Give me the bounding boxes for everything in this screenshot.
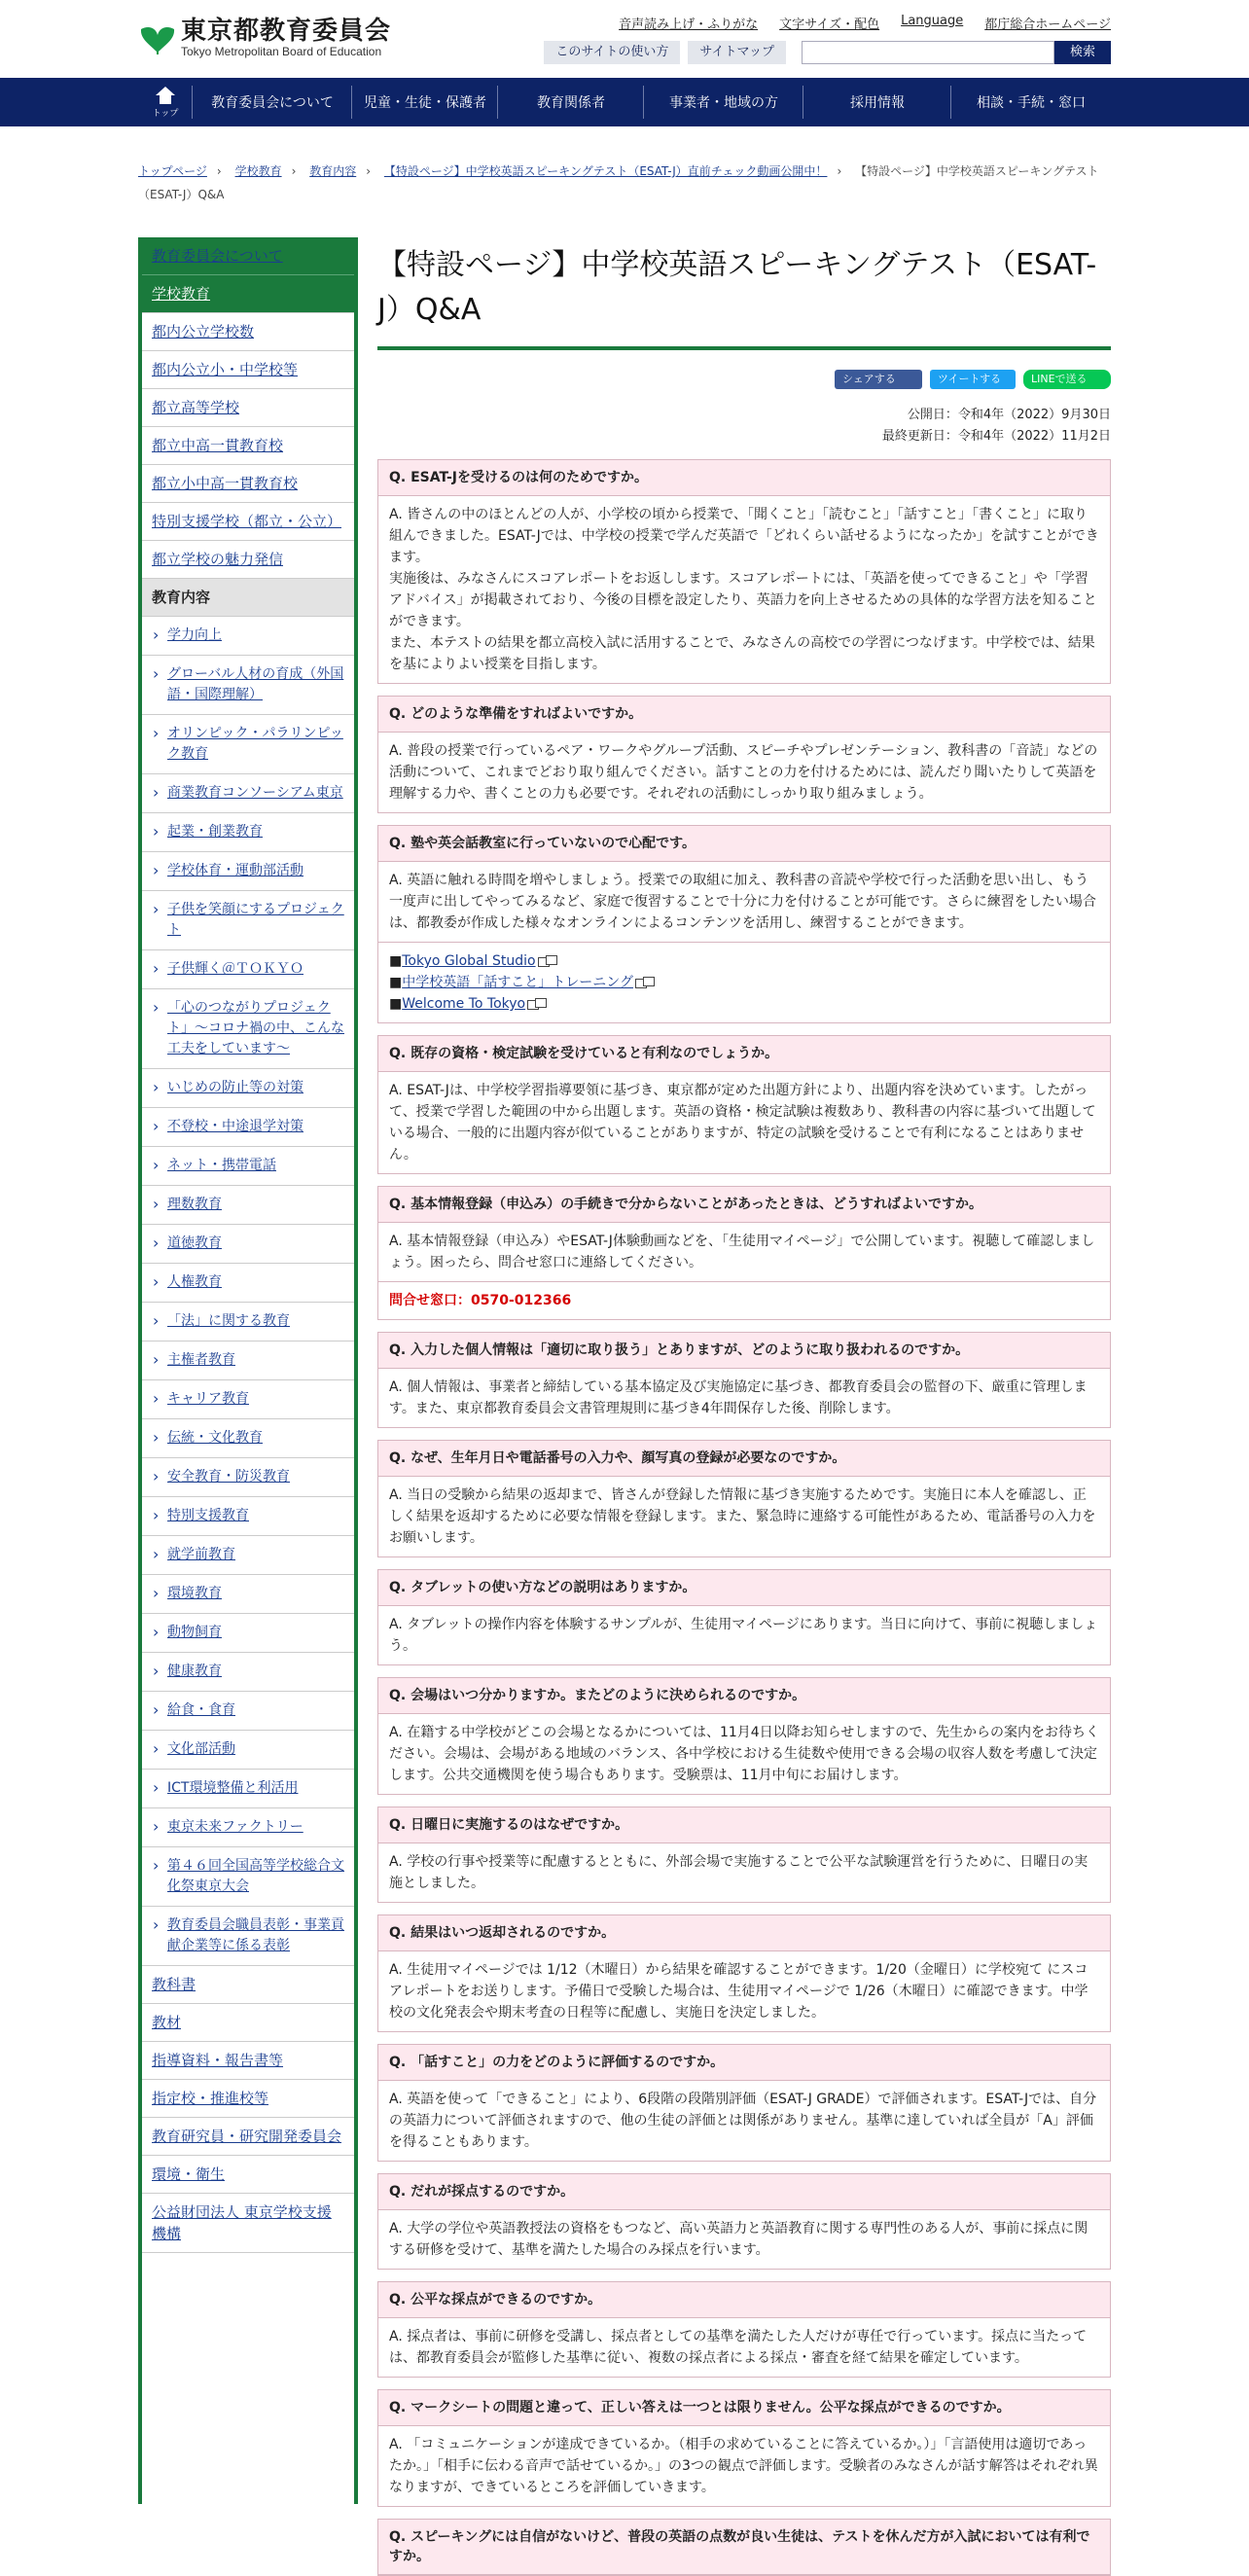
dates: [377, 405, 1111, 447]
answer: A. 普段の授業で行っているペア・ワークやグループ活動、スピーチやプレゼンテーション、教科書の「音読」などの活動について、これまでどおり取り組んでください。話すことの力を付けるためには、読んだり聞いたりして英語を理解する力や、書くことの力も必要です。それぞれの活動にしっかり取り組みましょう。: [389, 743, 1098, 802]
qa-item: [377, 1569, 1111, 1665]
sidebar-item-label[interactable]: 安全教育・防災教育: [167, 1469, 290, 1485]
sidebar-item-content-6[interactable]: [142, 891, 354, 950]
language-link[interactable]: Language: [901, 14, 964, 28]
bullet: ■: [389, 953, 403, 969]
home-icon: [156, 87, 175, 104]
question: Q. 「話すこと」の力をどのように評価するのですか。: [378, 2045, 1110, 2081]
answer: A. 英語に触れる時間を増やしましょう。授業での取組に加え、教科書の音読や学校で行った活動を思い出し、もう一度声に出してやってみるなど、家庭で復習することで十分に力を付けることが可能です。さらに練習をしたい場合は、都教委が作成した様々なオンラインによるコンテンツを活用し、練習することができます。: [389, 873, 1096, 931]
qa-item: [377, 825, 1111, 1023]
sidebar-item-content-20[interactable]: [142, 1497, 354, 1536]
answer: A. 「コミュニケーションが達成できているか。（相手の求めていることに答えているか。）」「言語使用は適切であったか。」「相手に伝わる音声で話せているか。」の3つの観点で評価します。受験者のみなさんが話す解答はそれぞれ異なりますが、できているところを評価していきます。: [389, 2437, 1098, 2495]
sidebar-item-label[interactable]: 都立中高一貫教育校: [152, 437, 284, 454]
share-buttons: [377, 370, 1111, 389]
sidebar-item-content-26[interactable]: [142, 1731, 354, 1770]
logo-text-english: Tokyo Metropolitan Board of Education: [181, 45, 382, 58]
sidebar-item-label[interactable]: 都立高等学校: [152, 399, 240, 416]
sidebar-item-content-17[interactable]: [142, 1380, 354, 1419]
qa-item: [377, 1914, 1111, 2032]
sidebar: [138, 237, 358, 2504]
qa-list: [377, 459, 1111, 2576]
question: Q. 公平な採点ができるのですか。: [378, 2282, 1110, 2318]
qa-item: [377, 2044, 1111, 2162]
sidebar-item-label[interactable]: ICT環境整備と利活用: [167, 1780, 299, 1796]
breadcrumb-separator: ›: [291, 164, 297, 178]
question: Q. ESAT-Jを受けるのは何のためですか。: [378, 460, 1110, 496]
search-input[interactable]: [802, 41, 1054, 64]
sidebar-item-label[interactable]: 子供を笑顔にするプロジェクト: [167, 902, 344, 938]
sidebar-item-label[interactable]: 都立学校の魅力発信: [152, 551, 284, 568]
sidebar-item-label[interactable]: 都立小中高一貫教育校: [152, 475, 299, 492]
nav-consult[interactable]: 相談・手続・窓口: [977, 95, 1086, 111]
sidebar-item-label[interactable]: 公益財団法人 東京学校支援機構: [152, 2203, 332, 2242]
published-date: 公開日：令和4年（2022）9月30日: [907, 408, 1111, 422]
breadcrumb-content[interactable]: 教育内容: [309, 164, 357, 178]
sidebar-item-content-22[interactable]: [142, 1575, 354, 1614]
sidebar-item-school-3[interactable]: [142, 427, 354, 465]
sidebar-item-content-0[interactable]: [142, 617, 354, 656]
sidebar-item-content-30[interactable]: [142, 1907, 354, 1966]
sidebar-item-content-18[interactable]: [142, 1419, 354, 1458]
sidebar-item-content-16[interactable]: [142, 1342, 354, 1380]
sidebar-item-label[interactable]: 特別支援教育: [167, 1508, 249, 1523]
sidebar-item-school-6[interactable]: [142, 541, 354, 579]
question: Q. 結果はいつ返却されるのですか。: [378, 1915, 1110, 1951]
line-share-button[interactable]: LINEで送る: [1023, 370, 1111, 389]
bullet: ■: [389, 996, 403, 1012]
qa-item: [377, 2389, 1111, 2507]
contact-number: 問合せ窓口：0570-012366: [378, 1281, 1110, 1319]
sidebar-item-label[interactable]: 主権者教育: [167, 1352, 235, 1368]
facebook-share-button[interactable]: シェアする: [835, 370, 922, 389]
question: Q. 基本情報登録（申込み）の手続きで分からないことがあったときは、どうすればよいですか。: [378, 1187, 1110, 1223]
sidebar-item-label[interactable]: 東京未来ファクトリー: [167, 1819, 303, 1835]
qa-item: [377, 1035, 1111, 1174]
search-button[interactable]: 検索: [1054, 41, 1111, 64]
nav-students[interactable]: 児童・生徒・保護者: [352, 78, 498, 126]
sidebar-item-school-4[interactable]: [142, 465, 354, 503]
answer: A. 在籍する中学校がどこの会場となるかについては、11月4日以降お知らせしますので、先生からの案内をお待ちください。会場は、会場がある地域のバランス、各中学校における生徒数や使用できる会場の収容人数を考慮して決定します。公共交通機関を使う場合もあります。受験票は、11月中旬にお届けします。: [389, 1725, 1099, 1783]
breadcrumb-video[interactable]: 【特設ページ】中学校英語スピーキングテスト（ESAT-J）直前チェック動画公開中！: [383, 164, 828, 178]
question: Q. マークシートの問題と違って、正しい答えは一つとは限りません。公平な採点ができるのですか。: [378, 2390, 1110, 2426]
question: Q. 日曜日に実施するのはなぜですか。: [378, 1807, 1110, 1843]
sidebar-item-content-24[interactable]: [142, 1653, 354, 1692]
site-header: [0, 0, 1249, 78]
sidebar-item-school-5[interactable]: [142, 503, 354, 541]
sidebar-item-content-5[interactable]: [142, 852, 354, 891]
qa-item: [377, 1677, 1111, 1795]
question: Q. なぜ、生年月日や電話番号の入力や、顔写真の登録が必要なのですか。: [378, 1441, 1110, 1477]
sidebar-item-school-0[interactable]: [142, 313, 354, 351]
related-link[interactable]: Tokyo Global Studio: [402, 953, 536, 969]
sidebar-item-other-1[interactable]: [142, 2004, 354, 2042]
qa-item: [377, 1186, 1111, 1320]
answer: A. 採点者は、事前に研修を受講し、採点者としての基準を満たした人だけが専任で行っています。採点に当たっては、都教育委員会が監修した基準に従い、複数の採点者による採点・審査を経て結果を確定しています。: [389, 2329, 1088, 2366]
nav-board[interactable]: 教育委員会について: [193, 78, 352, 126]
header-tools: [544, 41, 1111, 64]
sidebar-item-other-3[interactable]: [142, 2080, 354, 2118]
answer: A. 基本情報登録（申込み）やESAT-J体験動画などを、「生徒用マイページ」で公開しています。視聴して確認しましょう。困ったら、問合せ窓口に連絡してください。: [389, 1234, 1095, 1270]
question: Q. 会場はいつ分かりますか。またどのように決められるのですか。: [378, 1678, 1110, 1714]
page-title: 【特設ページ】中学校英語スピーキングテスト（ESAT-J）Q&A: [377, 237, 1111, 350]
sidebar-item-label[interactable]: 「心のつながりプロジェクト」～コロナ禍の中、こんな工夫をしています～: [167, 1000, 344, 1056]
sidebar-item-school-2[interactable]: [142, 389, 354, 427]
sidebar-item-label[interactable]: 教科書: [152, 1976, 196, 1993]
answer: A. タブレットの操作内容を体験するサンプルが、生徒用マイページにあります。当日に向けて、事前に視聴しましょう。: [389, 1617, 1098, 1654]
sidebar-item-content-23[interactable]: [142, 1614, 354, 1653]
nav-educators[interactable]: 教育関係者: [498, 78, 644, 126]
sidebar-item-content-13[interactable]: [142, 1225, 354, 1264]
sidebar-item-label[interactable]: 学校教育: [152, 285, 211, 303]
sidebar-item-content-9[interactable]: [142, 1069, 354, 1108]
answer: A. 当日の受験から結果の返却まで、皆さんが登録した情報に基づき実施するためです。実施日に本人を確認し、正しく結果を返却するために必要な情報を登録します。また、緊急時に連絡する可能性があるため、電話番号の入力をお願いします。: [389, 1487, 1096, 1546]
qa-item: [377, 2281, 1111, 2378]
sidebar-item-other-5[interactable]: [142, 2156, 354, 2194]
sidebar-item-label[interactable]: ネット・携帯電話: [167, 1158, 276, 1173]
question: Q. どのような準備をすればよいですか。: [378, 697, 1110, 733]
sidebar-item-content-2[interactable]: [142, 715, 354, 774]
sidebar-item-content-21[interactable]: [142, 1536, 354, 1575]
nav-recruit[interactable]: 採用情報: [803, 78, 951, 126]
breadcrumb-current: 【特設ページ】中学校英語スピーキングテスト（ESAT-J）Q&A: [138, 164, 1099, 201]
sidebar-item-other-2[interactable]: [142, 2042, 354, 2080]
sidebar-item-content-25[interactable]: [142, 1692, 354, 1731]
sidebar-item-label[interactable]: 学校体育・運動部活動: [167, 863, 303, 878]
breadcrumb-separator: ›: [366, 164, 372, 178]
sidebar-item-label[interactable]: 特別支援学校（都立・公立）: [152, 513, 342, 530]
qa-item: [377, 2519, 1111, 2576]
sidebar-item-label[interactable]: 指導資料・報告書等: [152, 2052, 284, 2069]
sidebar-item-content-8[interactable]: [142, 989, 354, 1069]
sidebar-item-label[interactable]: いじめの防止等の対策: [167, 1080, 303, 1095]
sidebar-item-label[interactable]: 教材: [152, 2014, 182, 2031]
sidebar-item-label[interactable]: 「法」に関する教育: [167, 1313, 290, 1329]
qa-item: [377, 1807, 1111, 1903]
sidebar-item-content-11[interactable]: [142, 1147, 354, 1186]
logo-text-japanese: 東京都教育委員会: [181, 17, 392, 46]
sidebar-item-content-15[interactable]: [142, 1303, 354, 1342]
sidebar-item-label[interactable]: 第４６回全国高等学校総合文化祭東京大会: [167, 1858, 344, 1894]
answer: A. ESAT-Jは、中学校学習指導要領に基づき、東京都が定めた出題方針により、出題内容を決めています。したがって、授業で学習した範囲の中から出題します。英語の資格・検定試験は複数あり、教科書の内容に基づいて出題している場合、一般的に出題内容が似ていることがありますが、特定の試験を受けることで有利になることはありません。: [389, 1083, 1096, 1163]
sidebar-item-label[interactable]: 教育委員会職員表彰・事業貢献企業等に係る表彰: [167, 1917, 344, 1953]
sidebar-item-content-10[interactable]: [142, 1108, 354, 1147]
sidebar-item-label[interactable]: キャリア教育: [167, 1391, 249, 1407]
question: Q. 塾や英会話教室に行っていないので心配です。: [378, 826, 1110, 862]
sidebar-item-school-1[interactable]: [142, 351, 354, 389]
question: Q. 入力した個人情報は「適切に取り扱う」とありますが、どのように取り扱われるのですか。: [378, 1333, 1110, 1369]
site-logo[interactable]: [138, 18, 391, 58]
sidebar-item-label[interactable]: 環境教育: [167, 1586, 222, 1601]
related-link-row: [389, 950, 1099, 972]
qa-item: [377, 1332, 1111, 1428]
nav-home[interactable]: [138, 78, 193, 126]
sidebar-item-content-7[interactable]: [142, 950, 354, 989]
sidebar-item-school-education[interactable]: [142, 275, 354, 313]
sidebar-item-label[interactable]: 伝統・文化教育: [167, 1430, 263, 1446]
breadcrumb-school[interactable]: 学校教育: [234, 164, 282, 178]
sidebar-item-label[interactable]: グローバル人材の育成（外国語・国際理解）: [167, 666, 344, 702]
sidebar-item-content-1[interactable]: [142, 656, 354, 715]
answer: A. 生徒用マイページでは 1/12（木曜日）から結果を確認することができます。1/20（金曜日）に学校宛て にスコアレポートをお送りします。予備日で受験した場合は、生徒用マイページで 1/26（木曜日）に確認できます。中学校の文化発表会や期末考査の日程等に配慮し、実施日を決定しました。: [389, 1962, 1088, 2021]
answer: A. 個人情報は、事業者と締結している基本協定及び実施協定に基づき、都教育委員会の監督の下、厳重に管理します。また、東京都教育委員会文書管理規則に基づき4年間保存した後、削除します。: [389, 1379, 1088, 1416]
question: Q. だれが採点するのですか。: [378, 2174, 1110, 2210]
sidebar-section-header: 教育内容: [142, 579, 354, 617]
breadcrumb-top[interactable]: トップページ: [138, 164, 207, 178]
qa-item: [377, 459, 1111, 684]
sidebar-item-content-29[interactable]: [142, 1847, 354, 1907]
sidebar-item-label[interactable]: 文化部活動: [167, 1741, 235, 1757]
sidebar-item-label[interactable]: 不登校・中途退学対策: [167, 1119, 303, 1134]
main-content: [377, 237, 1111, 2576]
ginkgo-logo-icon: [138, 18, 177, 56]
sidebar-item-other-6[interactable]: [142, 2194, 354, 2253]
how-to-use-button[interactable]: このサイトの使い方: [544, 41, 680, 64]
answer: A. 大学の学位や英語教授法の資格をもつなど、高い英語力と英語教育に関する専門性のある人が、事前に採点に関する研修を受けて、基準を満たした場合のみ採点を行います。: [389, 2221, 1088, 2258]
sidebar-item-label[interactable]: 起業・創業教育: [167, 824, 263, 840]
nav-home-label: トップ: [152, 108, 179, 119]
sidebar-item-label[interactable]: 教育委員会について: [152, 247, 283, 265]
sidebar-item-label[interactable]: 動物飼育: [167, 1625, 222, 1640]
sidebar-item-label[interactable]: 道徳教育: [167, 1235, 222, 1251]
sidebar-item-content-4[interactable]: [142, 813, 354, 852]
breadcrumb-separator: ›: [837, 164, 842, 178]
related-link[interactable]: 中学校英語「話すこと」トレーニング: [402, 975, 633, 990]
related-links: [378, 942, 1110, 1022]
sidebar-item-label[interactable]: 都内公立学校数: [152, 323, 255, 340]
sidebar-item-label[interactable]: 学力向上: [167, 627, 222, 643]
sidebar-item-label[interactable]: 理数教育: [167, 1197, 222, 1212]
nav-business[interactable]: 事業者・地域の方: [644, 78, 803, 126]
answer: A. 皆さんの中のほとんどの人が、小学校の頃から授業で、「聞くこと」「読むこと」「話すこと」「書くこと」に取り組んできました。ESAT-Jでは、中学校の授業で学んだ英語で「どれくらい話せるようになったか」を試すことができます。 実施後は、みなさんにスコアレポートをお返しします。スコアレポートには、「英語を使ってできること」や「学習アドバイス」が掲載されており、今後の目標を設定したり、英語力を向上させるための具体的な学習方法を知ることができます。 また、本テストの結果を都立高校入試に活用することで、みなさんの高校での学習につなげます。中学校では、結果を基によりよい授業を目指します。: [389, 507, 1099, 672]
question: Q. 既存の資格・検定試験を受けていると有利なのでしょうか。: [378, 1036, 1110, 1072]
sidebar-item-other-0[interactable]: [142, 1966, 354, 2004]
breadcrumb-separator: ›: [216, 164, 222, 178]
qa-item: [377, 2173, 1111, 2270]
sidebar-item-label[interactable]: 指定校・推進校等: [152, 2090, 269, 2107]
external-link-icon: [538, 955, 557, 967]
sidebar-item-label[interactable]: オリンピック・パラリンピック教育: [167, 726, 343, 762]
sidebar-item-board[interactable]: [142, 237, 354, 275]
related-link-row: [389, 993, 1099, 1015]
font-size-link[interactable]: 文字サイズ・配色: [779, 18, 880, 32]
sidebar-item-label[interactable]: 環境・衛生: [152, 2165, 226, 2183]
qa-item: [377, 1440, 1111, 1557]
sidebar-item-content-27[interactable]: [142, 1770, 354, 1808]
qa-item: [377, 696, 1111, 813]
question: Q. スピーキングには自信がないけど、普段の英語の点数が良い生徒は、テストを休んだ方が入試においては有利ですか。: [378, 2520, 1110, 2575]
external-link-icon: [635, 977, 655, 988]
sidebar-item-label[interactable]: 商業教育コンソーシアム東京: [167, 785, 343, 801]
sidebar-item-other-4[interactable]: [142, 2118, 354, 2156]
question: Q. タブレットの使い方などの説明はありますか。: [378, 1570, 1110, 1606]
sidebar-item-label[interactable]: 給食・食育: [167, 1702, 235, 1718]
bullet: ■: [389, 975, 403, 990]
sidebar-item-label[interactable]: 子供輝く＠ＴＯＫＹＯ: [167, 961, 303, 977]
sidebar-item-content-28[interactable]: [142, 1808, 354, 1847]
global-nav: [0, 78, 1249, 126]
answer: A. 英語を使って「できること」により、6段階の段階別評価（ESAT-J GRADE）で評価されます。ESAT-Jでは、自分の英語力について評価されますので、他の生徒の評価とは関係がありません。基準に達していれば全員が「A」評価を得ることもあります。: [389, 2092, 1097, 2150]
sidebar-item-content-19[interactable]: [142, 1458, 354, 1497]
utility-links: [619, 14, 1111, 32]
sidebar-item-label[interactable]: 人権教育: [167, 1274, 222, 1290]
sidebar-item-label[interactable]: 教育研究員・研究開発委員会: [152, 2128, 342, 2145]
twitter-share-button[interactable]: ツイートする: [930, 370, 1016, 389]
sidebar-item-label[interactable]: 健康教育: [167, 1664, 222, 1679]
breadcrumb: [138, 160, 1111, 206]
sidebar-item-content-3[interactable]: [142, 774, 354, 813]
sidebar-item-content-12[interactable]: [142, 1186, 354, 1225]
sidebar-item-label[interactable]: 就学前教育: [167, 1547, 235, 1562]
metro-home-link[interactable]: 都庁総合ホームページ: [984, 18, 1111, 32]
sidebar-item-label[interactable]: 都内公立小・中学校等: [152, 361, 299, 378]
related-link[interactable]: Welcome To Tokyo: [402, 996, 526, 1012]
external-link-icon: [527, 998, 547, 1010]
related-link-row: [389, 972, 1099, 993]
answer: A. 学校の行事や授業等に配慮するとともに、外部会場で実施することで公平な試験運営を行うために、日曜日の実施としました。: [389, 1854, 1088, 1891]
furigana-link[interactable]: 音声読み上げ・ふりがな: [619, 18, 759, 32]
updated-date: 最終更新日：令和4年（2022）11月2日: [881, 429, 1111, 444]
sitemap-button[interactable]: サイトマップ: [688, 41, 786, 64]
sidebar-item-content-14[interactable]: [142, 1264, 354, 1303]
